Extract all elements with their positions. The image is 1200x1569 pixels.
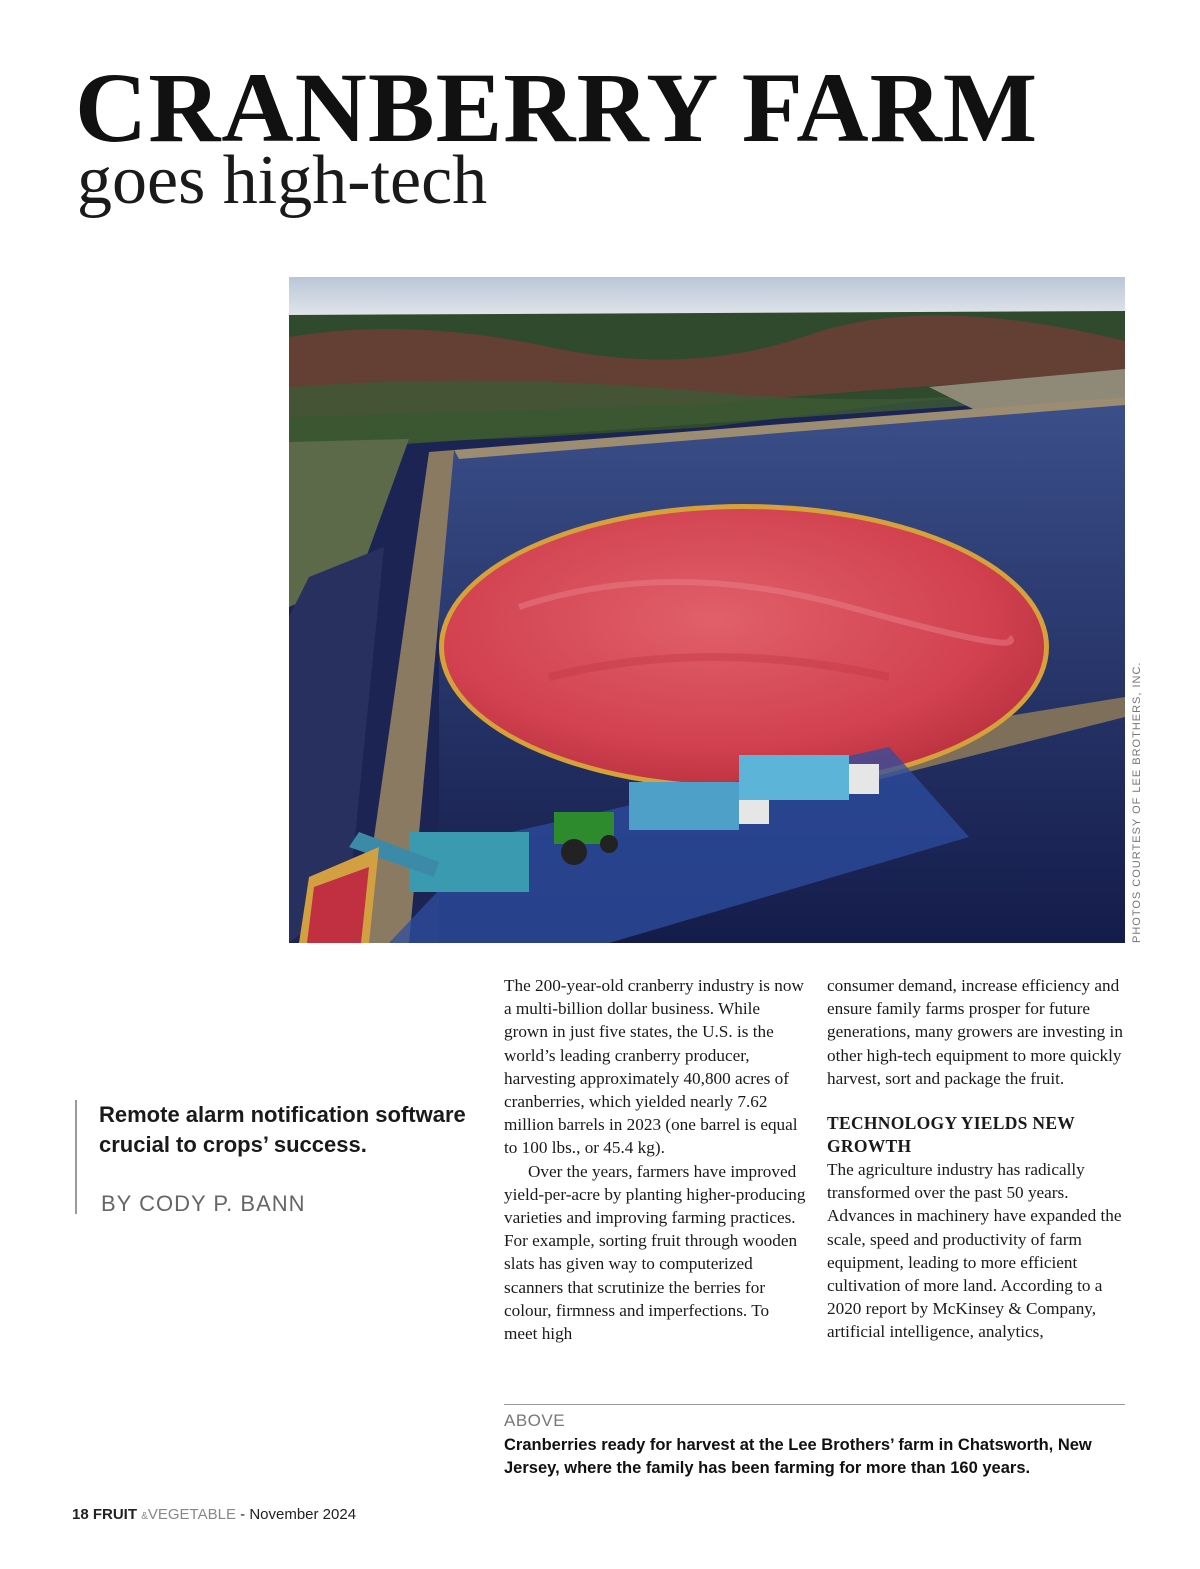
cranberry-harvest-photo — [289, 277, 1125, 943]
article-column-1 — [504, 974, 806, 1345]
footer-separator: - — [235, 1506, 250, 1523]
page-footer — [72, 1506, 356, 1523]
magazine-name-fruit: FRUIT — [92, 1506, 138, 1523]
photo-caption: Cranberries ready for harvest at the Lee Brothers’ farm in Chatsworth, New Jersey, where the family has been farming for more than 160 years. — [504, 1436, 1092, 1477]
paragraph: consumer demand, increase efficiency and ensure family farms prosper for future generations, many growers are investing in other high-tech equipment to more quickly harvest, sort and package the fruit. — [827, 976, 1123, 1088]
article-deck — [75, 1100, 475, 1214]
page-number: 18 — [72, 1506, 89, 1523]
paragraph: The 200-year-old cranberry industry is now a multi-billion dollar business. While grown in just five states, the U.S. is the world’s leading cranberry producer, harvesting approximately 40,800 acres of cranberries, which yielded nearly 7.62 million barrels in 2023 (one barrel is equal to 100 lbs., or 45.4 kg). — [504, 976, 804, 1158]
issue-date: November 2024 — [249, 1506, 357, 1523]
section-heading: TECHNOLOGY YIELDS NEW GROWTH — [827, 1113, 1075, 1157]
magazine-ampersand: & — [141, 1511, 148, 1522]
paragraph: Over the years, farmers have improved yield-per-acre by planting higher-producing varieties and improving farming practices. For example, sorting fruit through wooden slats has given way to computerized scanners that scrutinize the berries for colour, firmness and imperfections. To meet high — [504, 1161, 806, 1344]
photo-credit: PHOTOS COURTESY OF LEE BROTHERS, INC. — [1131, 661, 1143, 943]
byline: BY CODY P. BANN — [101, 1191, 306, 1216]
caption-label: ABOVE — [504, 1411, 566, 1430]
article-subtitle: goes high-tech — [77, 142, 488, 219]
magazine-name-vegetable: VEGETABLE — [147, 1506, 236, 1523]
article-title: CRANBERRY FARM — [75, 52, 1039, 163]
deck-text: Remote alarm notification software crucial to crops’ success. — [99, 1102, 466, 1157]
caption-divider — [504, 1404, 1125, 1405]
article-column-2 — [827, 974, 1129, 1344]
paragraph: The agriculture industry has radically transformed over the past 50 years. Advances in machinery have expanded the scale, speed and productivity of farm equipment, leading to more efficient cultivation of more land. According to a 2020 report by McKinsey & Company, artificial intelligence, analytics, — [827, 1160, 1122, 1342]
